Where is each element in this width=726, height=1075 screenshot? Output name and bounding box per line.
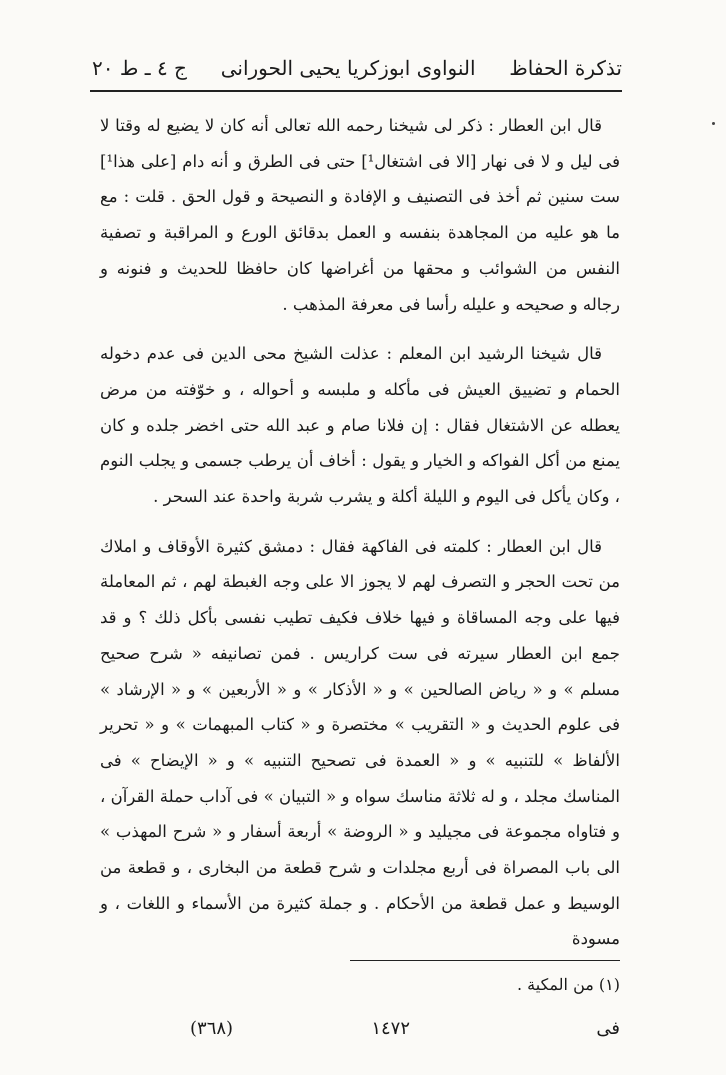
signature-mark: فى xyxy=(596,1018,620,1039)
running-header xyxy=(92,50,622,86)
header-subject: النواوى ابوزكريا يحيى الحورانى xyxy=(220,56,476,80)
footnote: (١) من المكية . xyxy=(517,975,620,994)
footnote-rule xyxy=(350,960,620,961)
paragraph-3: قال ابن العطار : كلمته فى الفاكهة فقال : دمشق كثيرة الأوقاف و املاك من تحت الحجر و التصرف لهم لا يجوز الا على وجه الغبطة لهم ، ثم المعاملة فيها على وجه المساقاة و فيها خلاف فكيف تطيب نفسى بأكل ذلك ؟ و قد جمع ابن العطار سيرته فى ست كراريس . فمن تصانيفه « شرح صحيح مسلم » و « رياض الصالحين » و « الأذكار » و « الأربعين » و « الإرشاد » فى علوم الحديث و « التقريب » مختصرة و « كتاب المبهمات » و « تحرير الألفاظ » للتنبيه » و « العمدة فى تصحيح التنبيه » و « الإيضاح » فى المناسك مجلد ، و له ثلاثة مناسك سواه و « التبيان » فى آداب حملة القرآن ، و فتاواه مجموعة فى مجيليد و « الروضة » أربعة أسفار و « شرح المهذب » الى باب المصراة فى أربع مجلدات و شرح قطعة من البخارى ، و قطعة من الوسيط و عمل قطعة من الأحكام . و جملة كثيرة من الأسماء و اللغات ، و مسودة xyxy=(100,536,620,949)
paragraph-2: قال شيخنا الرشيد ابن المعلم : عذلت الشيخ محى الدين فى عدم دخوله الحمام و تضييق العيش فى مأكله و ملبسه و أحواله ، و خوّفته من مرض يعطله عن الاشتغال فقال : إن فلانا صام و عبد الله حتى اخضر جلده و كان يمنع من أكل الفواكه و الخيار و يقول : أخاف أن يرطب جسمى و يجلب النوم ، وكان يأكل فى اليوم و الليلة أكلة و يشرب شربة واحدة عند السحر . xyxy=(100,344,620,507)
header-volume: ج ٤ ـ ط ٢٠ xyxy=(92,56,187,80)
page-footer xyxy=(100,1018,620,1048)
page-number: ١٤٧٢ xyxy=(371,1018,410,1039)
header-book-title: تذكرة الحفاظ xyxy=(509,56,622,80)
original-page-number: (٣٦٨) xyxy=(190,1018,234,1039)
paragraph-1: قال ابن العطار : ذكر لى شيخنا رحمه الله تعالى أنه كان لا يضيع له وقتا لا فى ليل و لا فى نهار [الا فى اشتغال¹] حتى فى الطرق و أنه دام [على هذا¹] ست سنين ثم أخذ فى التصنيف و الإفادة و النصيحة و قول الحق . قلت : مع ما هو عليه من المجاهدة بنفسه و العمل بدقائق الورع و المراقبة و تصفية النفس من الشوائب و محقها من أغراضها كان حافظا للحديث و فنونه و رجاله و صحيحه و عليله رأسا فى معرفة المذهب . xyxy=(100,116,621,314)
body-text xyxy=(100,108,620,957)
margin-dot xyxy=(712,122,715,125)
header-rule xyxy=(90,90,622,92)
